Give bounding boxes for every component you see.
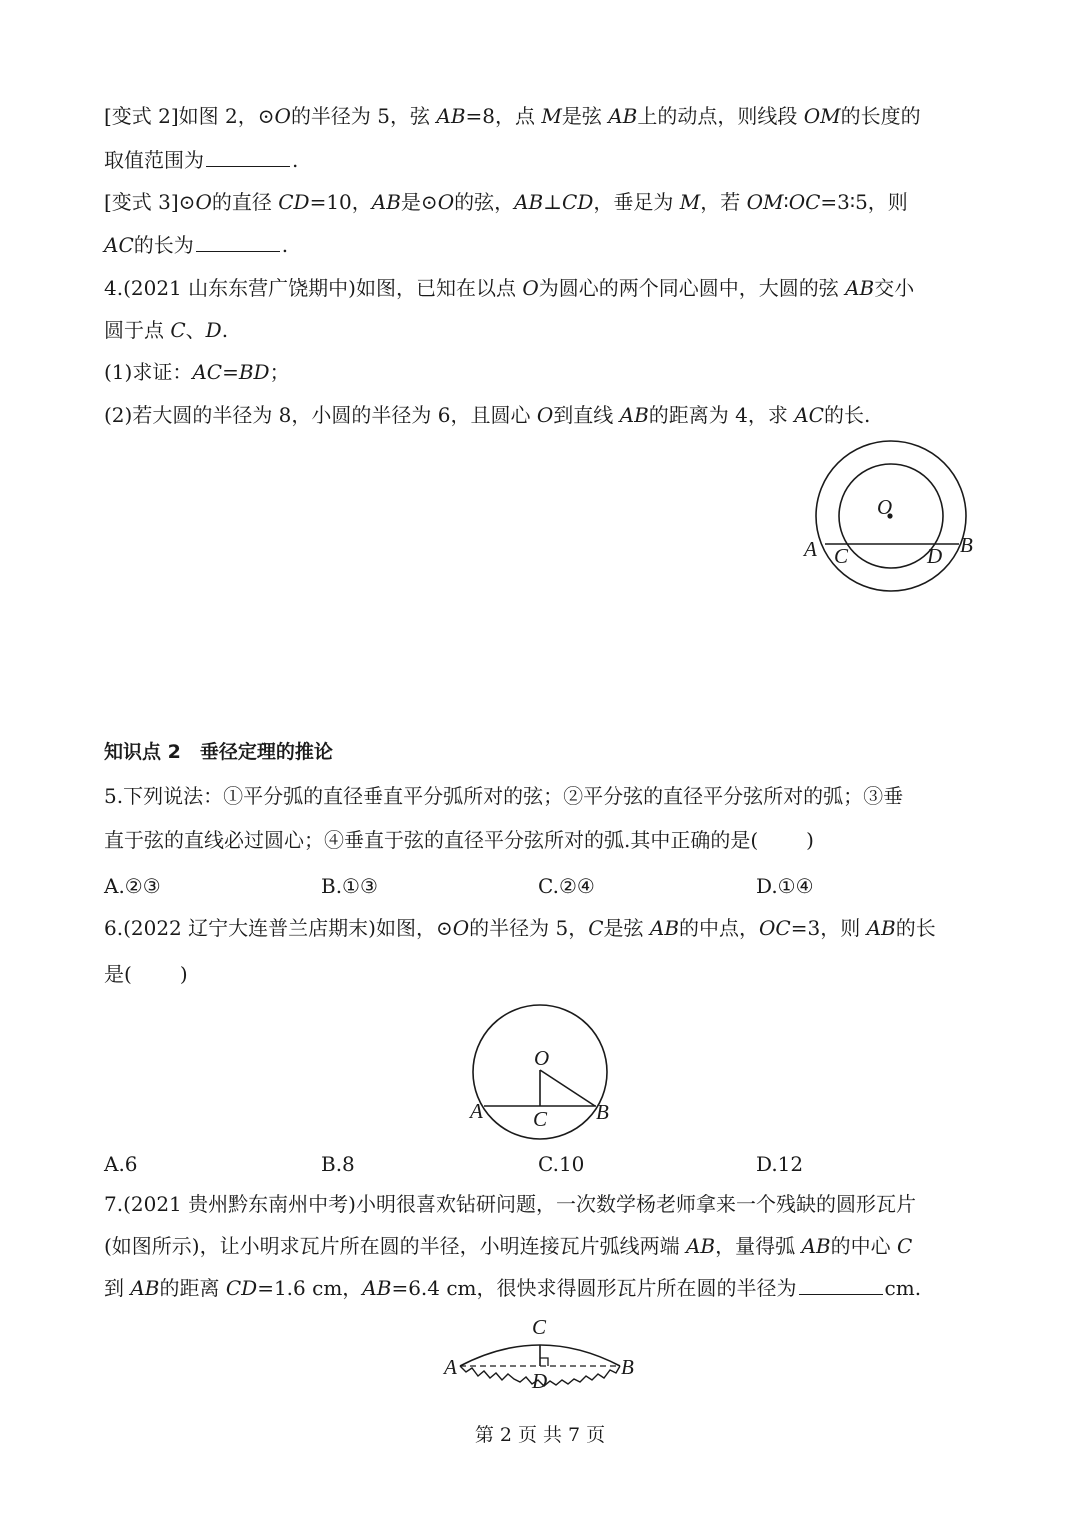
label-c: C (834, 544, 849, 568)
label-a: A (444, 1355, 457, 1379)
q7-line-1: 7.(2021 贵州黔东南州中考)小明很喜欢钻研问题，一次数学杨老师拿来一个残缺的圆形瓦片 (104, 1192, 916, 1216)
q6-option-d: D.12 (756, 1152, 804, 1176)
q6-option-b: B.8 (321, 1152, 355, 1176)
answer-blank (206, 148, 290, 167)
q6-line-2: 是( ) (104, 962, 188, 986)
q7-figure (440, 1310, 640, 1395)
q5-option-a: A.②③ (104, 874, 161, 898)
q6-figure (462, 1000, 622, 1145)
q6-option-a: A.6 (104, 1152, 138, 1176)
page-footer: 第 2 页 共 7 页 (474, 1424, 606, 1446)
q6-line-1: 6.(2022 辽宁大连普兰店期末)如图，⊙O的半径为 5，C是弦 AB的中点，OC=3，则 AB的长 (104, 916, 936, 940)
label-c: C (532, 1315, 547, 1339)
answer-blank (799, 1276, 883, 1295)
label-b: B (621, 1355, 634, 1379)
label-o: O (534, 1046, 550, 1070)
label-o: O (877, 495, 893, 519)
q5-option-d: D.①④ (756, 874, 814, 898)
q5-line-1: 5.下列说法：①平分弧的直径垂直平分弧所对的弦；②平分弦的直径平分弦所对的弧；③垂 (104, 784, 904, 808)
q7-line-2: (如图所示)，让小明求瓦片所在圆的半径，小明连接瓦片弧线两端 AB，量得弧 AB的中心 C (104, 1234, 913, 1258)
segment-ob (540, 1070, 595, 1106)
q4-part-1: (1)求证：AC=BD； (104, 360, 290, 384)
q7-line-3: 到 AB的距离 CD=1.6 cm，AB=6.4 cm，很快求得圆形瓦片所在圆的半径为 cm. (104, 1276, 922, 1300)
q3v3-line-1: [变式 3]⊙O的直径 CD=10，AB是⊙O的弦，AB⊥CD，垂足为 M，若 OM∶OC=3∶5，则 (104, 190, 908, 214)
label-a: A (804, 537, 817, 561)
q5-option-c: C.②④ (538, 874, 595, 898)
q5-line-2: 直于弦的直线必过圆心；④垂直于弦的直径平分弦所对的弧.其中正确的是( ) (104, 828, 814, 852)
q5-option-b: B.①③ (321, 874, 378, 898)
q4-line-2: 圆于点 C、D. (104, 318, 229, 342)
answer-blank (196, 233, 280, 252)
label-c: C (533, 1107, 548, 1131)
label-b: B (596, 1100, 609, 1124)
label-a: A (470, 1099, 483, 1123)
q4-line-1: 4.(2021 山东东营广饶期中)如图，已知在以点 O为圆心的两个同心圆中，大圆的弦 AB交小 (104, 276, 915, 300)
section-heading: 知识点 2 垂径定理的推论 (104, 741, 333, 763)
q3v2-line-2: 取值范围为 . (104, 148, 299, 172)
q6-option-c: C.10 (538, 1152, 585, 1176)
q4-figure (800, 436, 990, 596)
label-b: B (960, 533, 973, 557)
label-d: D (927, 544, 943, 568)
label-d: D (532, 1369, 548, 1393)
q4-part-2: (2)若大圆的半径为 8，小圆的半径为 6，且圆心 O到直线 AB的距离为 4，求 AC的长. (104, 403, 871, 427)
q3v3-line-2: AC的长为 . (104, 233, 289, 257)
q3v2-line-1: [变式 2]如图 2，⊙O的半径为 5，弦 AB=8，点 M是弦 AB上的动点，则线段 OM的长度的 (104, 104, 921, 128)
right-angle-mark (540, 1358, 548, 1366)
